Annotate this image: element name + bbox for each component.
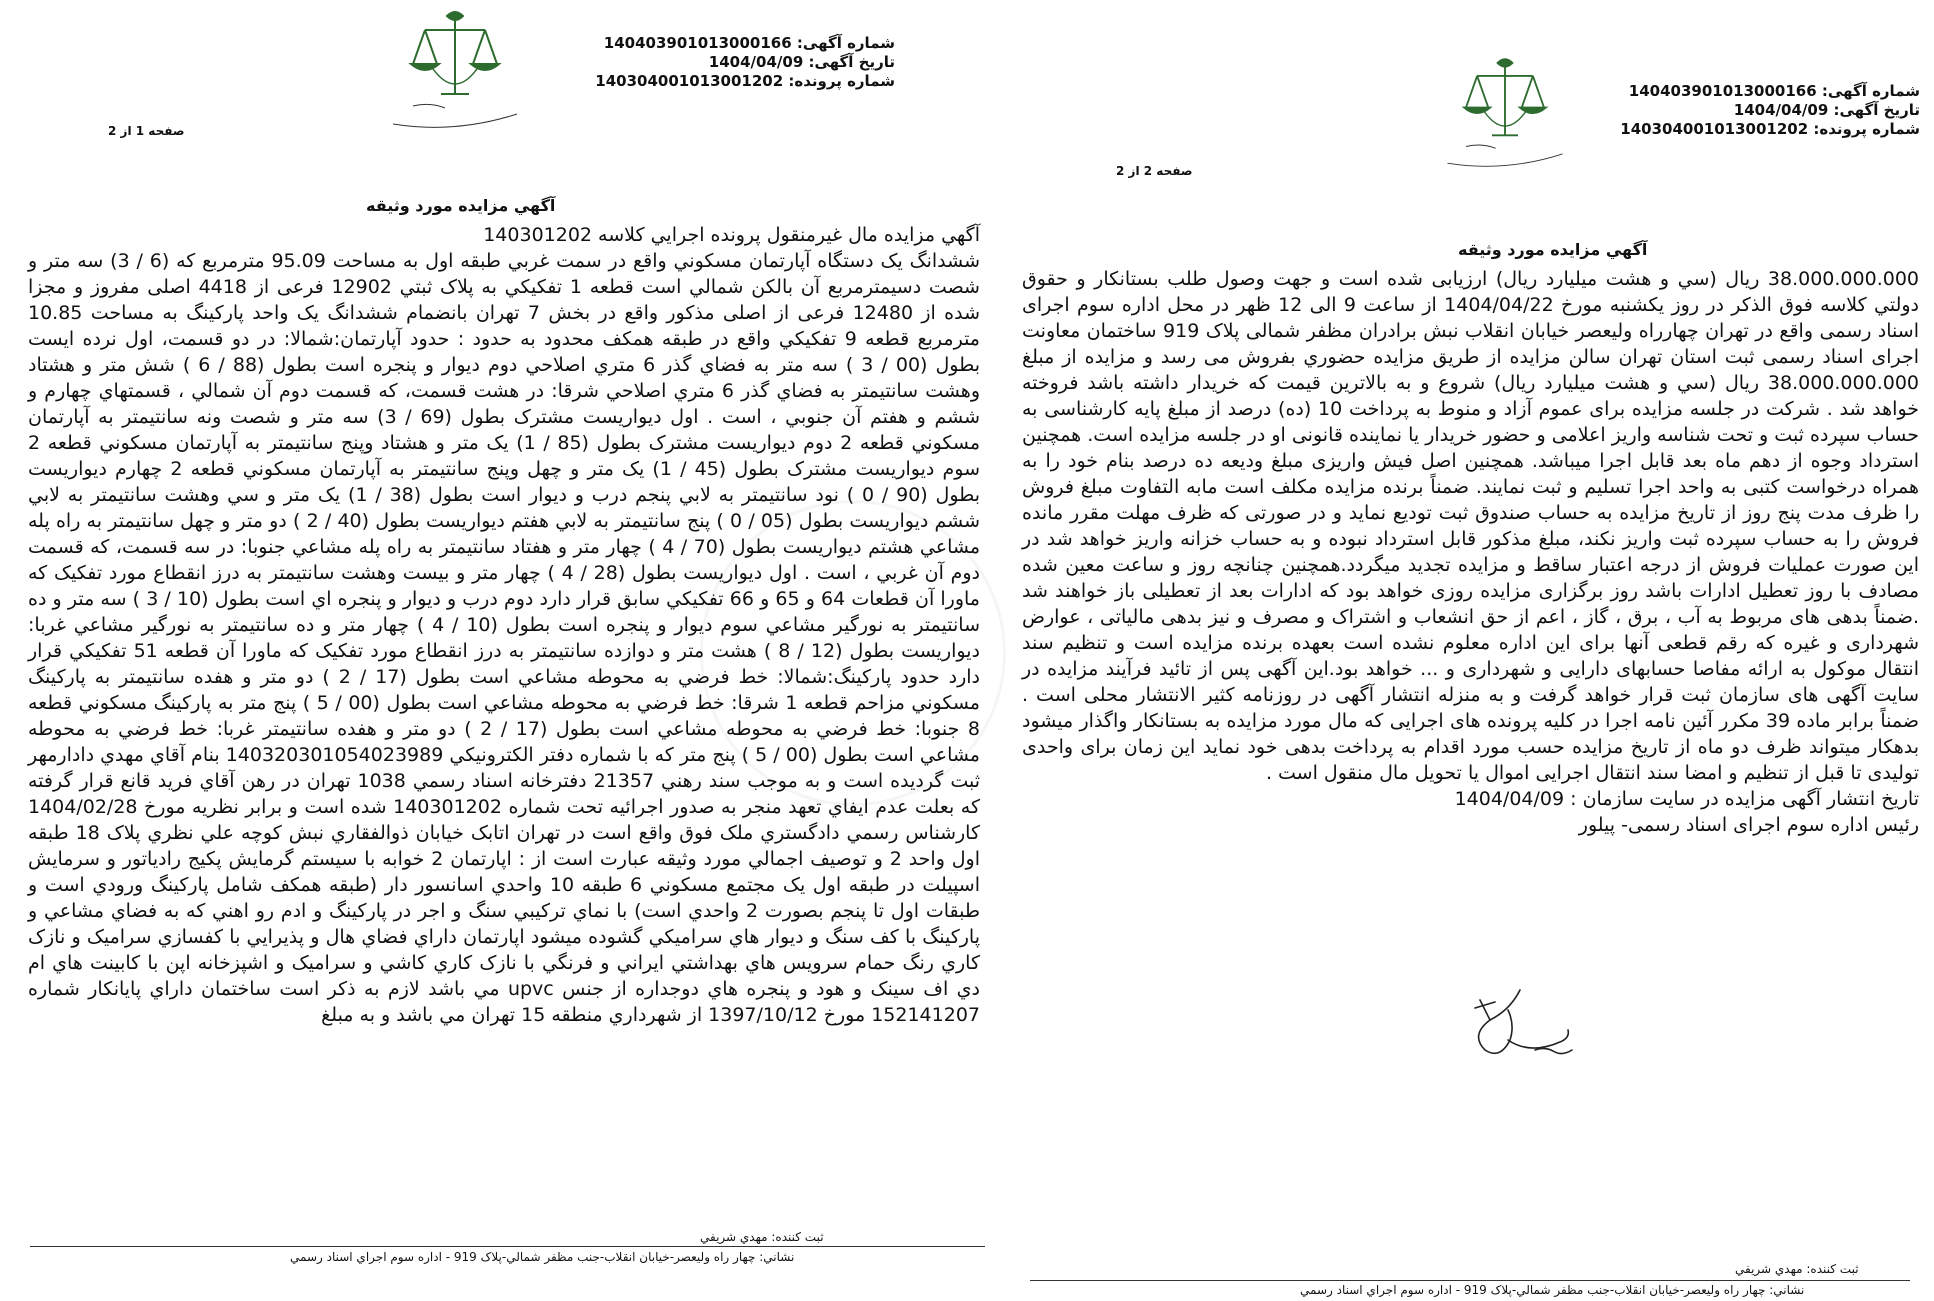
registrar-name: مهدي شريفي: [700, 1230, 768, 1244]
document-body: [28, 222, 980, 1028]
notice-number-row: [565, 34, 895, 53]
handwritten-signature-icon: [1450, 980, 1580, 1080]
footer-divider: [1030, 1280, 1910, 1281]
judiciary-emblem-icon: [1440, 44, 1570, 184]
notice-date-label: تاریخ آگهی:: [1833, 101, 1920, 119]
page-number: صفحه 2 از 2: [1116, 164, 1193, 178]
registrar: [1735, 1262, 1859, 1276]
notice-date-label: تاریخ آگهی:: [808, 53, 895, 71]
notice-date: 1404/04/09: [708, 53, 804, 71]
registrar-name: مهدي شريفي: [1735, 1262, 1803, 1276]
page-two: [1000, 0, 1934, 1301]
office-address: نشاني: چهار راه وليعصر-خيابان انقلاب-جنب مظفر شمالي-پلاک 919 - اداره سوم اجراي اسناد رسمي: [290, 1250, 795, 1264]
registrar-label: ثبت كننده:: [1806, 1262, 1859, 1276]
registrar-label: ثبت كننده:: [771, 1230, 824, 1244]
body-paragraph: 38.000.000.000 ريال (سي و هشت ميليارد ريال) ارزيابی شده است و جهت وصول طلب بستانکار و حقوق دولتي كلاسه فوق الذكر در روز يكشنبه مورخ 1404/04/22 از ساعت 9 الی 12 ظهر در محل اداره سوم اجرای اسناد رسمی واقع در تهران چهارراه وليعصر خيابان انقلاب نبش برادران مظفر شمالی پلاک 919 ساختمان معاونت اجرای اسناد رسمی ثبت استان تهران سالن مزايده از طريق مزايده حضوري بفروش می رسد و مزايده از مبلغ 38.000.000.000 ريال (سي و هشت ميليارد ريال) شروع و به بالاترين قيمت كه خريدار داشته باشد فروخته خواهد شد . شركت در جلسه مزايده برای عموم آزاد و منوط به پرداخت 10 (ده) درصد از مبلغ پايه كارشناسی به حساب سپرده ثبت و تحت شناسه واريز اعلامی و حضور خريدار يا نماينده قانونی او در جلسه مزايده است. همچنين استرداد وجوه از دهم ماه بعد قابل اجرا ميباشد. همچنين اصل فيش واريزی مبلغ وديعه ده درصد بنام خود را به همراه درخواست كتبی به واحد اجرا تسليم و ثبت نمايند. ضمناً برنده مزايده مكلف است مابه التفاوت مبلغ فروش را ظرف مدت پنج روز از تاريخ مزايده به حساب صندوق ثبت توديع نمايد و در صورتی كه ظرف مهلت مقرر مانده فروش را به حساب سپرده ثبت واريز نكند، مبلغ مذكور قابل استرداد نبوده و به حساب خزانه واريز خواهد شد در اين صورت عمليات فروش از درجه اعتبار ساقط و مزايده تجديد ميگردد.همچنين چنانچه روز و ساعت معين شده مصادف با روز تعطيل ادارات باشد روز برگزاری مزايده روزی خواهد بود كه ادارات بعد از تعطيلی باز خواهند شد .ضمناً بدهی های مربوط به آب ، برق ، گاز ، اعم از حق انشعاب و اشتراک و مصرف و نيز بدهی مالياتی ، عوارض شهرداری و غيره كه رقم قطعی آنها برای اين اداره معلوم نشده است بعهده برنده مزايده است و تنظيم سند انتقال موكول به ارائه مفاصا حسابهای دارايی و شهرداری و ... خواهد بود.اين آگهی پس از تائيد فرآيند مزايده در سايت آگهی های سازمان ثبت قرار خواهد گرفت و به منزله انتشار آگهی در روزنامه كثير الانتشار محلی است . ضمناً برابر ماده 39 مكرر آئين نامه اجرا در كليه پرونده های اجرايی كه مال مورد مزايده به بستانكار واگذار ميشود بدهكار ميتواند ظرف دو ماه از تاريخ مزايده حسب مورد اقدام به پرداخت بدهی خود نمايد اين زمان برای واحدی توليدی تا قبل از تنظيم و امضا سند انتقال اجرايی اموال يا تحويل مال منقول است .: [1022, 268, 1920, 784]
page-number: صفحه 1 از 2: [108, 124, 185, 138]
footer-divider: [30, 1246, 985, 1247]
judiciary-emblem-icon: [385, 6, 525, 136]
case-number-row: [1590, 120, 1920, 139]
notice-date-row: [1590, 101, 1920, 120]
document-title: آگهي مزايده مورد وثيقه: [1458, 240, 1648, 259]
office-address: نشاني: چهار راه وليعصر-خيابان انقلاب-جنب مظفر شمالي-پلاک 919 - اداره سوم اجراي اسناد رسمي: [1300, 1283, 1805, 1297]
case-number-row: [565, 72, 895, 91]
notice-number-row: [1590, 82, 1920, 101]
notice-meta: [565, 34, 895, 91]
case-number: 140304001013001202: [1620, 120, 1809, 138]
case-number: 140304001013001202: [595, 72, 784, 90]
notice-date: 1404/04/09: [1733, 101, 1829, 119]
case-number-label: شماره پرونده:: [1813, 120, 1920, 138]
document-title: آگهي مزايده مورد وثيقه: [366, 196, 556, 215]
notice-meta: [1590, 82, 1920, 139]
case-number-label: شماره پرونده:: [788, 72, 895, 90]
registrar: [700, 1230, 824, 1244]
notice-number-label: شماره آگهی:: [796, 34, 895, 52]
office-head-line: رئيس اداره سوم اجرای اسناد رسمی- پيلور: [1578, 814, 1919, 836]
body-paragraph: آگهي مزايده مال غيرمنقول پرونده اجرايي كلاسه 140301202: [483, 224, 980, 246]
body-paragraph: ششدانگ يک دستگاه آپارتمان مسكوني واقع در سمت غربي طبقه اول به مساحت 95.09 مترمربع كه (6 / 3) سه متر و شصت دسيمترمربع آن بالكن شمالي است قطعه 1 تفكيكي به پلاک ثبتي 12902 فرعی از 4418 اصلی مفروز و مجزا شده از 12480 فرعی از اصلی مذکور واقع در بخش 7 تهران بانضمام ششدانگ يک واحد پاركينگ به مساحت 10.85 مترمربع قطعه 9 تفكيكي واقع در طبقه همكف محدود به حدود : حدود آپارتمان:شمالا: در دو قسمت، اول نرده ايست بطول (00 / 3 ) سه متر به فضاي گذر 6 متري اصلاحي دوم ديوار و پنجره است بطول (88 / 6 ) شش متر و هشتاد وهشت سانتيمتر به فضاي گذر 6 متري اصلاحي شرقا: در هشت قسمت، كه قسمت دوم آن شمالي ، قسمتهاي چهارم و ششم و هفتم آن جنوبي ، است . اول ديواريست مشترک بطول (69 / 3) سه متر و شصت ونه سانتيمتر به آپارتمان مسكوني قطعه 2 دوم ديواريست مشترک بطول (85 / 1) يک متر و هشتاد وپنج سانتيمتر به آپارتمان مسكوني قطعه 2 سوم ديواريست مشترک بطول (45 / 1) يک متر و چهل وپنج سانتيمتر به آپارتمان مسكوني قطعه 2 چهارم ديواريست بطول (90 / 0 ) نود سانتيمتر به لابي پنجم درب و ديوار است بطول (38 / 1) يک متر و سي وهشت سانتيمتر به لابي ششم ديواريست بطول (05 / 0 ) پنج سانتيمتر به لابي هفتم ديواريست بطول (40 / 2 ) دو متر و چهل سانتيمتر به راه پله مشاعي هشتم ديواريست بطول (70 / 4 ) چهار متر و هفتاد سانتيمتر به راه پله مشاعي جنوبا: در سه قسمت، كه قسمت دوم آن غربي ، است . اول ديواريست بطول (28 / 4 ) چهار متر و بيست وهشت سانتيمتر به درز انقطاع مورد تفكيک كه ماورا آن قطعات 64 و 65 و 66 تفكيكي سابق قرار دارد دوم درب و ديوار و پنجره اي است بطول (10 / 3 ) سه متر و ده سانتيمتر به نورگير مشاعي سوم ديوار و پنجره است بطول (10 / 4 ) چهار متر و ده سانتيمتر به نورگير مشاعي غربا: ديواريست بطول (12 / 8 ) هشت متر و دوازده سانتيمتر به درز انقطاع مورد تفكيک كه ماورا آن قطعه 51 تفكيكي قرار دارد حدود پاركينگ:شمالا: خط فرضي به محوطه مشاعي است بطول (17 / 2 ) دو متر و هفده سانتيمتر به پاركينگ مسكوني مزاحم قطعه 1 شرقا: خط فرضي به محوطه مشاعي است بطول (00 / 5 ) پنج متر به پاركينگ مسكوني قطعه 8 جنوبا: خط فرضي به محوطه مشاعي است بطول (17 / 2 ) دو متر و هفده سانتيمتر غربا: خط فرضي به محوطه مشاعي است بطول (00 / 5 ) پنج متر كه با شماره دفتر الكترونيكي 140320301054023989 بنام آقاي مهدي دادارمهر ثبت گرديده است و به موجب سند رهني 21357 دفترخانه اسناد رسمي 1038 تهران در رهن آقاي فريد قانع قرار گرفته كه بعلت عدم ايفاي تعهد منجر به صدور اجرائيه تحت شماره 140301202 شده است و برابر نظريه مورخ 1404/02/28 كارشناس رسمي دادگستري ملک فوق واقع است در تهران اتابک خيابان ذوالفقاري نبش كوچه علي نظري پلاک 18 طبقه اول واحد 2 و توصيف اجمالي مورد وثيقه عبارت است از : اپارتمان 2 خوابه با سيستم گرمايش پكيج رادياتور و سرمايش اسپيلت در طبقه اول يک مجتمع مسكوني 6 طبقه 10 واحدي اسانسور دار (طبقه همكف شامل پاركينگ ورودي است و طبقات اول تا پنجم بصورت 2 واحدي است) با نماي تركيبي سنگ و اجر در پاركينگ و ادم رو اهني كه به فضاي مشاعي و پاركينگ با كف سنگ و ديوار هاي سراميكي گشوده ميشود اپارتمان داراي فضاي هال و پذيرايي با كفسازي سراميک و نازک كاري رنگ حمام سرويس هاي بهداشتي ايراني و فرنگي با نازک كاري كاشي و سراميک و اشپزخانه اپن با كابينت هاي ام دي اف سينک و هود و پنجره هاي دوجداره از جنس upvc مي باشد لازم به ذكر است ساختمان داراي پايانكار شماره 152141207 مورخ 1397/10/12 از شهرداري منطقه 15 تهران مي باشد و به مبلغ: [28, 250, 981, 1026]
notice-number: 140403901013000166: [1628, 82, 1817, 100]
notice-date-row: [565, 53, 895, 72]
notice-number-label: شماره آگهی:: [1821, 82, 1920, 100]
document-body: [1022, 266, 1919, 838]
notice-number: 140403901013000166: [603, 34, 792, 52]
publication-date-line: تاريخ انتشار آگهی مزايده در سايت سازمان : 1404/04/09: [1454, 788, 1919, 810]
